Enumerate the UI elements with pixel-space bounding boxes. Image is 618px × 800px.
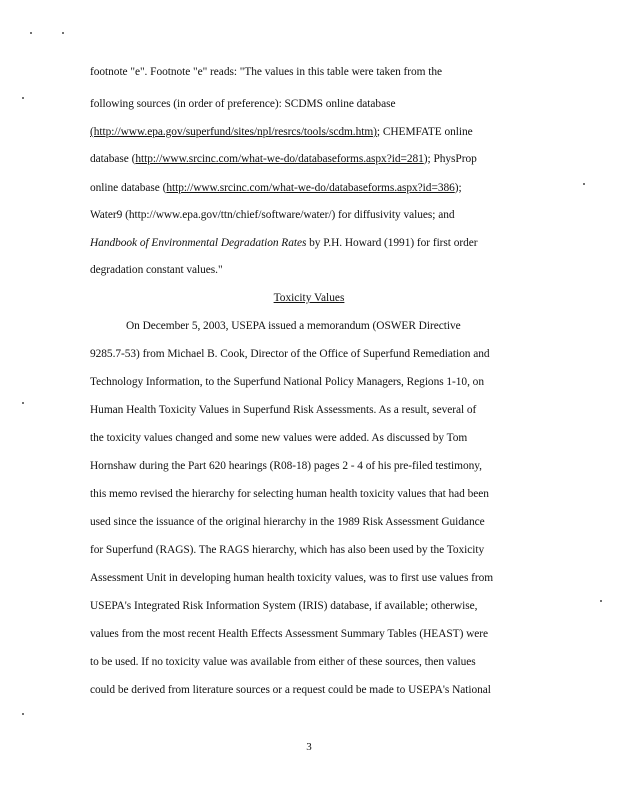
- text-line: [90, 125, 473, 139]
- scan-mark: [62, 32, 64, 34]
- physprop-link[interactable]: http://www.srcinc.com/what-we-do/databaseforms.aspx?id=386: [166, 182, 455, 194]
- text-line: Water9 (http://www.epa.gov/ttn/chief/software/water/) for diffusivity values; and: [90, 209, 455, 221]
- handbook-title: Handbook of Environmental Degradation Rates: [90, 237, 307, 249]
- text-line: [90, 181, 462, 195]
- text-line: following sources (in order of preference): SCDMS online database: [90, 98, 396, 110]
- text-line: USEPA's Integrated Risk Information System (IRIS) database, if available; otherwise,: [90, 600, 478, 612]
- text-fragment: database (: [90, 153, 136, 165]
- scan-mark: [22, 97, 24, 99]
- text-line: the toxicity values changed and some new values were added. As discussed by Tom: [90, 432, 468, 444]
- text-fragment: online database (: [90, 182, 167, 194]
- scan-mark: [30, 32, 32, 34]
- text-line: Human Health Toxicity Values in Superfund Risk Assessments. As a result, several of: [90, 404, 477, 416]
- chemfate-link[interactable]: http://www.srcinc.com/what-we-do/databaseforms.aspx?id=281: [135, 153, 424, 165]
- text-line: [90, 236, 478, 250]
- text-line: Hornshaw during the Part 620 hearings (R08-18) pages 2 - 4 of his pre-filed testimony,: [90, 460, 482, 472]
- text-line: [90, 152, 477, 166]
- text-line: this memo revised the hierarchy for selecting human health toxicity values that had been: [90, 488, 489, 500]
- text-line: to be used. If no toxicity value was available from either of these sources, then values: [90, 656, 476, 668]
- text-fragment: by P.H. Howard (1991) for first order: [306, 237, 478, 249]
- text-line: Assessment Unit in developing human health toxicity values, was to first use values from: [90, 572, 494, 584]
- text-line: degradation constant values.": [90, 264, 223, 276]
- text-line: values from the most recent Health Effects Assessment Summary Tables (HEAST) were: [90, 628, 489, 640]
- text-line: On December 5, 2003, USEPA issued a memorandum (OSWER Directive: [126, 320, 461, 332]
- text-fragment: ); PhysProp: [423, 153, 477, 165]
- text-line: could be derived from literature sources or a request could be made to USEPA's National: [90, 684, 491, 696]
- scan-mark: [22, 713, 24, 715]
- scdm-link[interactable]: (http://www.epa.gov/superfund/sites/npl/resrcs/tools/scdm.htm): [90, 126, 377, 138]
- text-line: 9285.7-53) from Michael B. Cook, Director of the Office of Superfund Remediation and: [90, 348, 490, 360]
- scan-mark: [600, 600, 602, 602]
- section-heading: Toxicity Values: [273, 292, 345, 304]
- text-line: for Superfund (RAGS). The RAGS hierarchy, which has also been used by the Toxicity: [90, 544, 485, 556]
- text-line: footnote "e". Footnote "e" reads: "The values in this table were taken from the: [90, 66, 443, 78]
- scan-mark: [583, 183, 585, 185]
- text-fragment: );: [454, 182, 462, 194]
- page-number: 3: [306, 741, 312, 753]
- text-line: Technology Information, to the Superfund National Policy Managers, Regions 1-10, on: [90, 376, 484, 388]
- scan-mark: [22, 402, 24, 404]
- text-fragment: ; CHEMFATE online: [376, 126, 473, 138]
- text-line: used since the issuance of the original hierarchy in the 1989 Risk Assessment Guidance: [90, 516, 485, 528]
